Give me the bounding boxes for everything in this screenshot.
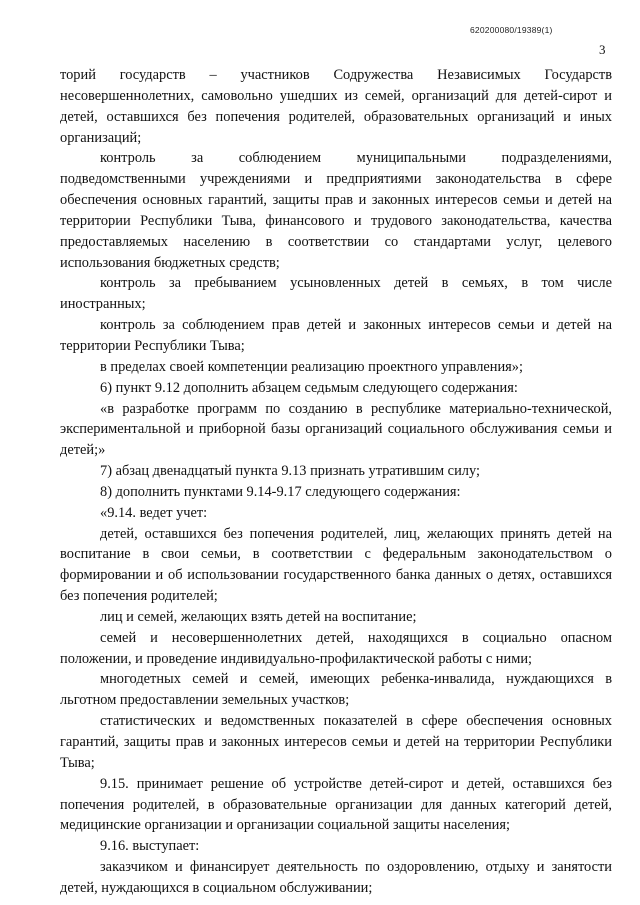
paragraph: в пределах своей компетенции реализацию проектного управления»; xyxy=(100,358,523,375)
paragraph: контроль за соблюдением прав детей и законных интересов семьи и детей на территории Республики Тыва; xyxy=(60,317,612,354)
document-body xyxy=(60,65,612,899)
paragraph: 6) пункт 9.12 дополнить абзацем седьмым следующего содержания: xyxy=(100,379,518,396)
paragraph: контроль за пребыванием усыновленных детей в семьях, в том числе иностранных; xyxy=(60,275,612,313)
paragraph: статистических и ведомственных показателей в сфере обеспечения основных гарантий, защиты прав и законных интересов семьи и детей на территории Республики Тыва; xyxy=(60,713,612,771)
paragraph: «в разработке программ по созданию в республике материально-технической, экспериментальной и приборной базы организаций социального обслуживания семьи и детей;» xyxy=(60,400,612,459)
paragraph: заказчиком и финансирует деятельность по оздоровлению, отдыху и занятости детей, нуждающихся в социальном обслуживании; xyxy=(60,859,612,896)
paragraph: 9.16. выступает: xyxy=(100,838,200,855)
paragraph: 8) дополнить пунктами 9.14-9.17 следующего содержания: xyxy=(100,483,461,500)
paragraph: семей и несовершеннолетних детей, находящихся в социально опасном положении, и проведение индивидуально-профилактической работы с ними; xyxy=(60,629,612,667)
paragraph: многодетных семей и семей, имеющих ребенка-инвалида, нуждающихся в льготном предоставлении земельных участков; xyxy=(60,671,612,709)
paragraph: 7) абзац двенадцатый пункта 9.13 признать утратившим силу; xyxy=(100,463,480,480)
paragraph: «9.14. ведет учет: xyxy=(100,504,208,521)
document-id: 620200080/19389(1) xyxy=(470,25,553,35)
paragraph: детей, оставшихся без попечения родителей, лиц, желающих принять детей на воспитание в свои семьи, в соответствии с федеральным законодательством о формировании и об использовании государственного банка данных о детях, оставшихся без попечения родителей; xyxy=(60,525,612,605)
paragraph: лиц и семей, желающих взять детей на воспитание; xyxy=(100,608,417,625)
paragraph: контроль за соблюдением муниципальными подразделениями, подведомственными учреждениями и предприятиями законодательства в сфере обеспечения основных гарантий, защиты прав и законных интересов семьи и детей на территории Республики Тыва, финансового и трудового законодательства, качества предоставляемых населению в соответствии со стандартами услуг, целевого использования бюджетных средств; xyxy=(60,150,612,271)
paragraph: торий государств – участников Содружества Независимых Государств несовершеннолетних, самовольно ушедших из семей, организаций для детей-сирот и детей, оставшихся без попечения родителей, образовательных организаций и иных организаций; xyxy=(60,67,612,146)
page-number: 3 xyxy=(599,42,606,57)
paragraph: 9.15. принимает решение об устройстве детей-сирот и детей, оставшихся без попечения родителей, в образовательные организации для данных категорий детей, медицинские организации и организации социальной защиты населения; xyxy=(60,775,612,834)
